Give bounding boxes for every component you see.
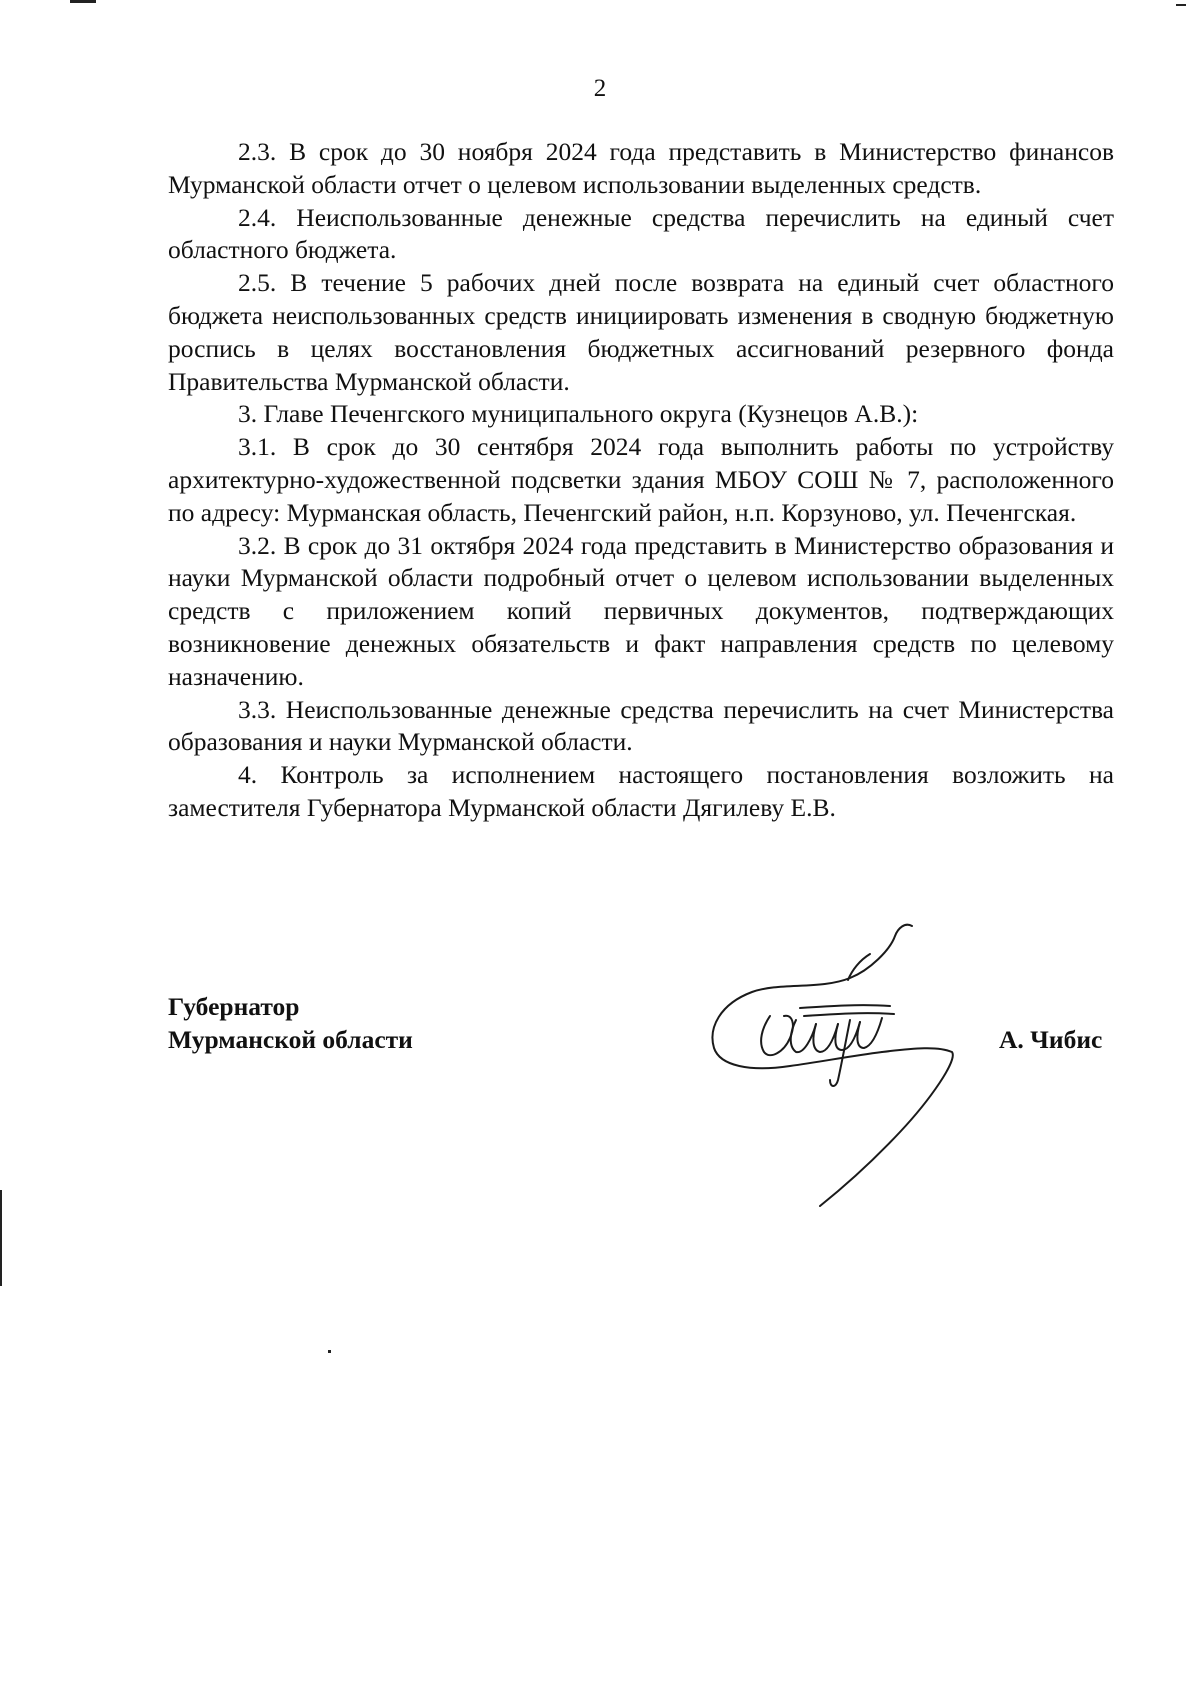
paragraph-4: 4. Контроль за исполнением настоящего постановления возложить на заместителя Губернатора Мурманской области Дягилеву Е.В.	[168, 760, 1114, 822]
paragraph-3-2: 3.2. В срок до 31 октября 2024 года представить в Министерство образования и науки Мурманской области подробный отчет о целевом использовании выделенных средств с приложением копий первичных документов, подтверждающих возникновение денежных обязательств и факт направления средств по целевому назначению.	[168, 530, 1114, 691]
paragraph-3-1: 3.1. В срок до 30 сентября 2024 года выполнить работы по устройству архитектурно-художественной подсветки здания МБОУ СОШ № 7, расположенного по адресу: Мурманская область, Печенгский район, н.п. Корзуново, ул. Печенгская.	[168, 432, 1114, 527]
paragraph-2-5: 2.5. В течение 5 рабочих дней после возврата на единый счет областного бюджета неиспользованных средств инициировать изменения в сводную бюджетную роспись в целях восстановления бюджетных ассигнований резервного фонда Правительства Мурманской области.	[168, 268, 1114, 396]
signer-position-line2: Мурманской области	[168, 1025, 413, 1054]
handwritten-signature	[700, 920, 980, 1210]
signer-position-line1: Губернатор	[168, 992, 300, 1021]
paragraph-2-3: 2.3. В срок до 30 ноября 2024 года представить в Министерство финансов Мурманской области отчет о целевом использовании выделенных средств.	[168, 137, 1114, 199]
document-body	[168, 136, 1114, 825]
scan-dot	[328, 1350, 331, 1353]
page-number: 2	[593, 75, 607, 102]
signer-position	[168, 990, 413, 1056]
signer-name: А. Чибис	[999, 1025, 1103, 1054]
paragraph-3: 3. Главе Печенгского муниципального округа (Кузнецов А.В.):	[238, 399, 919, 429]
paragraph-2-4: 2.4. Неиспользованные денежные средства перечислить на единый счет областного бюджета.	[168, 202, 1114, 265]
scan-mark-top-right	[1176, 4, 1186, 6]
scan-mark-top-left	[70, 0, 96, 3]
paragraph-3-3: 3.3. Неиспользованные денежные средства перечислить на счет Министерства образования и науки Мурманской области.	[168, 694, 1114, 757]
scan-mark-left-edge	[0, 1190, 2, 1286]
